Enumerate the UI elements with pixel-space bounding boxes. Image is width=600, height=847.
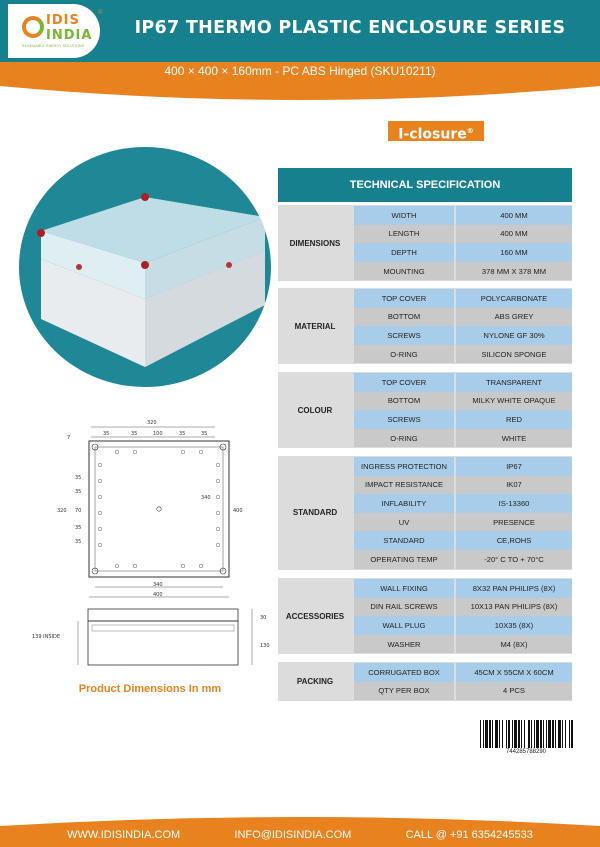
spec-key: WIDTH [354, 206, 454, 225]
spec-value: 378 MM X 378 MM [456, 262, 572, 281]
page-subtitle: 400 × 400 × 160mm - PC ABS Hinged (SKU10211) [164, 64, 436, 78]
spec-key: DEPTH [354, 243, 454, 262]
barcode-bar [548, 720, 551, 748]
spec-value: POLYCARBONATE [456, 289, 572, 308]
spec-row [354, 308, 572, 327]
dim-label-right-400: 400 [233, 508, 243, 514]
spec-row [354, 457, 572, 476]
dimension-caption: Product Dimensions In mm [78, 683, 222, 695]
spec-row [354, 494, 572, 513]
spec-value: M4 (8X) [456, 635, 572, 654]
spec-key: CORRUGATED BOX [354, 663, 454, 682]
barcode-bar [489, 720, 491, 748]
dim-label-top-35d: 35 [201, 431, 208, 437]
logo-registered-mark: ® [98, 10, 103, 16]
barcode-bar [521, 720, 522, 748]
spec-row [354, 616, 572, 635]
spec-key: WALL PLUG [354, 616, 454, 635]
barcode-bar [512, 720, 513, 748]
barcode-bar [531, 720, 532, 748]
spec-value: IP67 [456, 457, 572, 476]
spec-row [354, 429, 572, 448]
spec-row [354, 289, 572, 308]
spec-key: BOTTOM [354, 392, 454, 411]
dim-label-top-35c: 35 [179, 431, 186, 437]
spec-key: QTY PER BOX [354, 682, 454, 701]
barcode [478, 720, 574, 748]
barcode-bar [540, 720, 542, 748]
product-image [19, 147, 271, 387]
spec-key: STANDARD [354, 531, 454, 550]
spec-value: WHITE [456, 429, 572, 448]
spec-key: MOUNTING [354, 262, 454, 281]
side-label-130: 130 [260, 643, 270, 649]
enclosure-illustration [19, 147, 271, 387]
spec-row [354, 635, 572, 654]
dim-label-top-100: 100 [153, 431, 163, 437]
spec-group-label: COLOUR [297, 405, 333, 415]
spec-key: OPERATING TEMP [354, 550, 454, 569]
spec-value: NYLONE GF 30% [456, 326, 572, 345]
spec-value: CE,ROHS [456, 531, 572, 550]
header-curve [0, 80, 600, 110]
spec-key: WASHER [354, 635, 454, 654]
spec-key: TOP COVER [354, 373, 454, 392]
spec-value: 400 MM [456, 225, 572, 244]
spec-row [354, 373, 572, 392]
dim-label-left-320: 320 [57, 508, 67, 514]
spec-value: IS-13360 [456, 494, 572, 513]
side-label-139-inside: 139 INSIDE [32, 634, 61, 640]
spec-heading: TECHNICAL SPECIFICATION [278, 168, 572, 202]
logo-tagline: RENEWABLE ENERGY SOLUTIONS [22, 44, 85, 48]
spec-group [278, 578, 572, 654]
spec-value: IK07 [456, 476, 572, 495]
spec-value: MILKY WHITE OPAQUE [456, 392, 572, 411]
barcode-bar [480, 720, 481, 748]
spec-key: TOP COVER [354, 289, 454, 308]
spec-value: 160 MM [456, 243, 572, 262]
barcode-number: 744285788290 [505, 749, 547, 755]
spec-row [354, 579, 572, 598]
spec-value: -20° C TO + 70°C [456, 550, 572, 569]
barcode-bar [518, 720, 520, 748]
barcode-bar [495, 720, 498, 748]
spec-key: INGRESS PROTECTION [354, 457, 454, 476]
spec-key: WALL FIXING [354, 579, 454, 598]
brand-registered-mark: ® [466, 127, 474, 135]
footer-website-link[interactable]: WWW.IDISINDIA.COM [67, 828, 181, 841]
barcode-bar [506, 720, 507, 748]
barcode-bar [499, 720, 500, 748]
barcode-bar [565, 720, 566, 748]
spec-row [354, 345, 572, 364]
spec-value: PRESENCE [456, 513, 572, 532]
spec-value: TRANSPARENT [456, 373, 572, 392]
spec-row [354, 243, 572, 262]
spec-value: 45CM X 55CM X 60CM [456, 663, 572, 682]
spec-key: IMPACT RESISTANCE [354, 476, 454, 495]
barcode-bar [569, 720, 570, 748]
spec-key: SCREWS [354, 326, 454, 345]
barcode-bar [514, 720, 517, 748]
spec-value: 400 MM [456, 206, 572, 225]
barcode-bar [536, 720, 539, 748]
spec-group [278, 288, 572, 364]
dim-label-top-35a: 35 [103, 431, 110, 437]
spec-value: SILICON SPONGE [456, 345, 572, 364]
barcode-bar [543, 720, 544, 748]
dim-label-left-70: 70 [75, 508, 82, 514]
dim-label-top-35b: 35 [131, 431, 138, 437]
spec-key: O-RING [354, 345, 454, 364]
barcode-bar [485, 720, 488, 748]
logo-ring-icon [22, 16, 44, 38]
spec-row [354, 598, 572, 617]
barcode-bar [555, 720, 556, 748]
spec-key: LENGTH [354, 225, 454, 244]
barcode-bar [502, 720, 503, 748]
logo-text-india: INDIA [46, 28, 93, 43]
spec-key: INFLABILITY [354, 494, 454, 513]
spec-key: O-RING [354, 429, 454, 448]
spec-group [278, 456, 572, 570]
dim-label-left-35c: 35 [75, 525, 82, 531]
barcode-bar [492, 720, 493, 748]
spec-row [354, 513, 572, 532]
spec-row [354, 262, 572, 281]
spec-row [354, 682, 572, 701]
barcode-bar [534, 720, 535, 748]
spec-key: DIN RAIL SCREWS [354, 598, 454, 617]
barcode-bar [528, 720, 530, 748]
barcode-bar [558, 720, 561, 748]
spec-key: UV [354, 513, 454, 532]
spec-row [354, 225, 572, 244]
dim-label-7: 7 [67, 435, 71, 441]
dim-label-top-320: 320 [147, 420, 157, 426]
spec-group-label: PACKING [296, 677, 334, 687]
spec-group-label: ACCESSORIES [285, 611, 345, 621]
dim-label-left-35a: 35 [75, 475, 82, 481]
dim-label-bottom-400: 400 [153, 592, 163, 598]
spec-key: BOTTOM [354, 308, 454, 327]
spec-row [354, 550, 572, 569]
front-dimension-drawing [55, 415, 255, 601]
spec-row [354, 531, 572, 550]
page-title: IP67 THERMO PLASTIC ENCLOSURE SERIES [134, 18, 566, 38]
footer-email-link[interactable]: INFO@IDISINDIA.COM [234, 828, 352, 841]
spec-row [354, 476, 572, 495]
spec-value: 10X35 (8X) [456, 616, 572, 635]
spec-group [278, 372, 572, 448]
spec-value: RED [456, 410, 572, 429]
logo [8, 4, 103, 58]
dim-label-left-35d: 35 [75, 539, 82, 545]
logo-text-idis: IDIS [46, 13, 80, 28]
footer-phone-link[interactable]: CALL @ +91 6354245533 [405, 828, 533, 841]
spec-key: SCREWS [354, 410, 454, 429]
spec-group-label: MATERIAL [294, 321, 336, 331]
spec-row [354, 410, 572, 429]
spec-value: 10X13 PAN PHILIPS (8X) [456, 598, 572, 617]
spec-value: ABS GREY [456, 308, 572, 327]
spec-group-label: STANDARD [292, 508, 338, 518]
spec-row [354, 206, 572, 225]
barcode-bar [562, 720, 563, 748]
dim-label-bottom-340: 340 [153, 582, 163, 588]
dim-label-left-35b: 35 [75, 489, 82, 495]
footer [0, 822, 600, 847]
dim-label-right-340: 340 [201, 495, 211, 501]
spec-row [354, 392, 572, 411]
barcode-bar [552, 720, 554, 748]
side-dimension-drawing [32, 605, 282, 675]
spec-group [278, 662, 572, 701]
barcode-bar [546, 720, 547, 748]
spec-group [278, 205, 572, 281]
brand-name: I-closure [398, 126, 467, 143]
barcode-bar [571, 720, 573, 748]
spec-row [354, 326, 572, 345]
barcode-bar [508, 720, 510, 748]
barcode-bar [483, 720, 484, 748]
barcode-bar [524, 720, 525, 748]
side-label-30: 30 [260, 615, 267, 621]
brand-badge [388, 121, 484, 141]
spec-row [354, 663, 572, 682]
spec-value: 8X32 PAN PHILIPS (8X) [456, 579, 572, 598]
spec-group-label: DIMENSIONS [289, 238, 341, 248]
spec-value: 4 PCS [456, 682, 572, 701]
